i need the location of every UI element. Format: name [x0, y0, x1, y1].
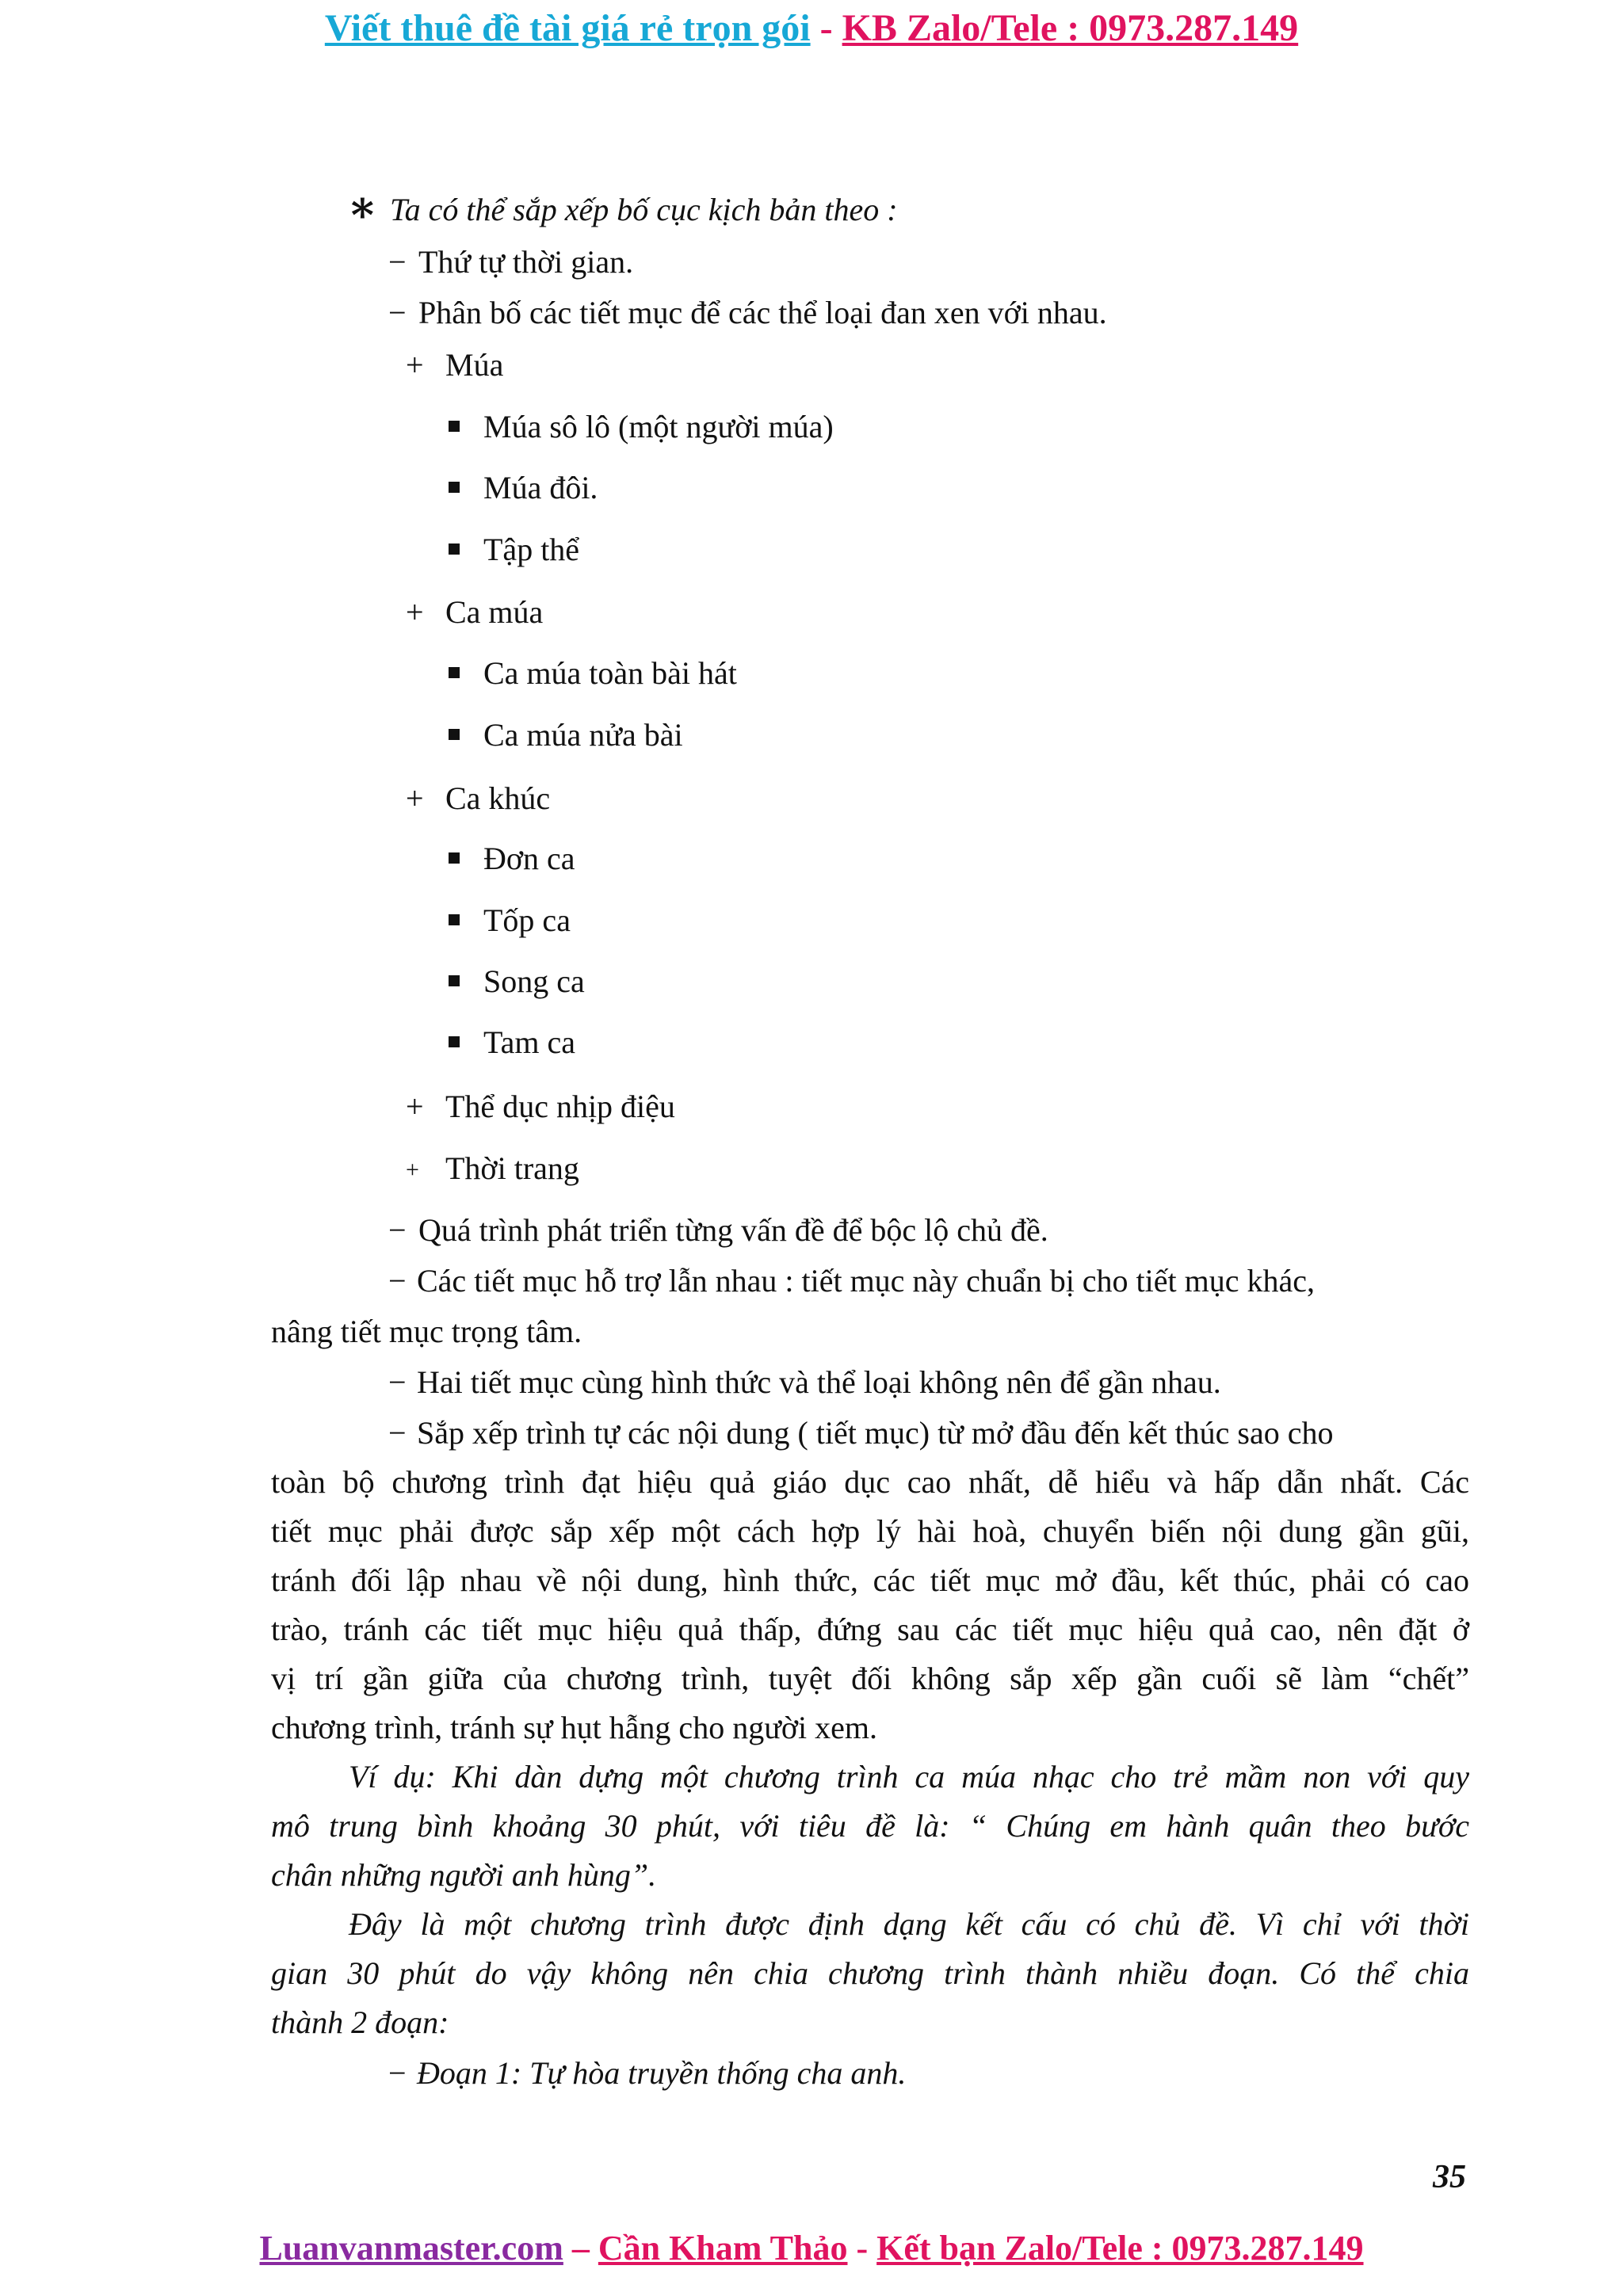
footer-link-author[interactable]: Cần Kham Thảo	[598, 2229, 848, 2267]
paragraph-line: chương trình, tránh sự hụt hẫng cho người xem.	[271, 1710, 877, 1745]
paragraph-line: vị trí gần giữa của chương trình, tuyệt đối không sắp xếp gần cuối sẽ làm “chết”	[271, 1661, 1469, 1696]
plus-bullet-icon: +	[406, 1157, 419, 1183]
square-bullet-icon	[449, 667, 460, 678]
example-line: thành 2 đoạn:	[271, 2004, 449, 2040]
sub-item: Múa đôi.	[483, 470, 598, 505]
square-bullet-icon	[449, 543, 460, 555]
sub-item: Đơn ca	[483, 841, 575, 876]
square-bullet-icon	[449, 975, 460, 986]
segment-line: Đoạn 1: Tự hòa truyền thống cha anh.	[417, 2055, 907, 2091]
example-line: mô trung bình khoảng 30 phút, với tiêu đề là: “ Chúng em hành quân theo bước	[271, 1808, 1469, 1844]
plus-bullet-icon: +	[406, 780, 424, 816]
header-link-contact[interactable]: KB Zalo/Tele : 0973.287.149	[842, 7, 1299, 49]
category-item: Ca múa	[445, 594, 544, 630]
category-item: Thể dục nhịp điệu	[445, 1089, 675, 1124]
example-line: Đây là một chương trình được định dạng kết cấu có chủ đề. Vì chỉ với thời	[349, 1906, 1469, 1942]
square-bullet-icon	[449, 482, 460, 493]
list-item: Quá trình phát triển từng vấn đề để bộc lộ chủ đề.	[418, 1212, 1048, 1248]
list-item: Hai tiết mục cùng hình thức và thể loại không nên để gần nhau.	[417, 1364, 1221, 1400]
dash-bullet-icon: −	[388, 295, 407, 330]
footer-separator: –	[563, 2229, 598, 2267]
dash-bullet-icon: −	[388, 1212, 407, 1248]
dash-bullet-icon: −	[388, 1364, 407, 1400]
dash-bullet-icon: −	[388, 1415, 407, 1451]
intro-line: Ta có thể sắp xếp bố cục kịch bản theo :	[390, 192, 898, 227]
dash-bullet-icon: −	[388, 244, 407, 280]
paragraph-line: tiết mục phải được sắp xếp một cách hợp lý hài hoà, chuyển biến nội dung gần gũi,	[271, 1513, 1469, 1549]
list-item: Phân bố các tiết mục để các thể loại đan xen với nhau.	[418, 295, 1107, 330]
square-bullet-icon	[449, 1036, 460, 1047]
example-line: gian 30 phút do vậy không nên chia chương trình thành nhiều đoạn. Có thể chia	[271, 1955, 1469, 1991]
sub-item: Tốp ca	[483, 902, 571, 938]
paragraph-line: tránh đối lập nhau về nội dung, hình thức, các tiết mục mở đầu, kết thúc, phải có cao	[271, 1562, 1469, 1598]
footer-link-site[interactable]: Luanvanmaster.com	[259, 2229, 563, 2267]
asterisk-bullet-icon: ∗	[347, 183, 378, 232]
category-item: Ca khúc	[445, 780, 551, 816]
paragraph-line: Sắp xếp trình tự các nội dung ( tiết mục) từ mở đầu đến kết thúc sao cho	[417, 1415, 1334, 1451]
footer-link-contact[interactable]: Kết bạn Zalo/Tele : 0973.287.149	[876, 2229, 1364, 2267]
dash-bullet-icon: −	[388, 2055, 407, 2091]
plus-bullet-icon: +	[406, 594, 424, 630]
page-header	[0, 0, 1623, 57]
header-link-service[interactable]: Viết thuê đề tài giá rẻ trọn gói	[324, 7, 811, 49]
example-line: chân những người anh hùng”.	[271, 1857, 657, 1893]
square-bullet-icon	[449, 914, 460, 925]
category-item: Múa	[445, 347, 504, 383]
page-footer	[0, 2225, 1623, 2272]
square-bullet-icon	[449, 729, 460, 740]
square-bullet-icon	[449, 852, 460, 864]
header-separator: -	[810, 7, 842, 49]
list-item-continued: nâng tiết mục trọng tâm.	[271, 1314, 582, 1349]
paragraph-line: toàn bộ chương trình đạt hiệu quả giáo dục cao nhất, dễ hiểu và hấp dẫn nhất. Các	[271, 1464, 1469, 1500]
list-item: Thứ tự thời gian.	[418, 244, 634, 280]
example-line: Ví dụ: Khi dàn dựng một chương trình ca múa nhạc cho trẻ mầm non với quy	[349, 1759, 1469, 1794]
list-item: Các tiết mục hỗ trợ lẫn nhau : tiết mục này chuẩn bị cho tiết mục khác,	[417, 1263, 1316, 1299]
sub-item: Tập thể	[483, 532, 580, 567]
dash-bullet-icon: −	[388, 1263, 407, 1299]
sub-item: Song ca	[483, 963, 585, 999]
paragraph-line: trào, tránh các tiết mục hiệu quả thấp, đứng sau các tiết mục hiệu quả cao, nên đặt ở	[271, 1611, 1469, 1647]
sub-item: Ca múa nửa bài	[483, 717, 683, 753]
sub-item: Múa sô lô (một người múa)	[483, 409, 834, 444]
page-number: 35	[1433, 2159, 1466, 2195]
footer-separator: -	[847, 2229, 877, 2267]
square-bullet-icon	[449, 421, 460, 432]
sub-item: Tam ca	[483, 1024, 576, 1060]
plus-bullet-icon: +	[406, 347, 424, 383]
category-item: Thời trang	[445, 1150, 579, 1186]
plus-bullet-icon: +	[406, 1089, 424, 1124]
sub-item: Ca múa toàn bài hát	[483, 655, 737, 691]
